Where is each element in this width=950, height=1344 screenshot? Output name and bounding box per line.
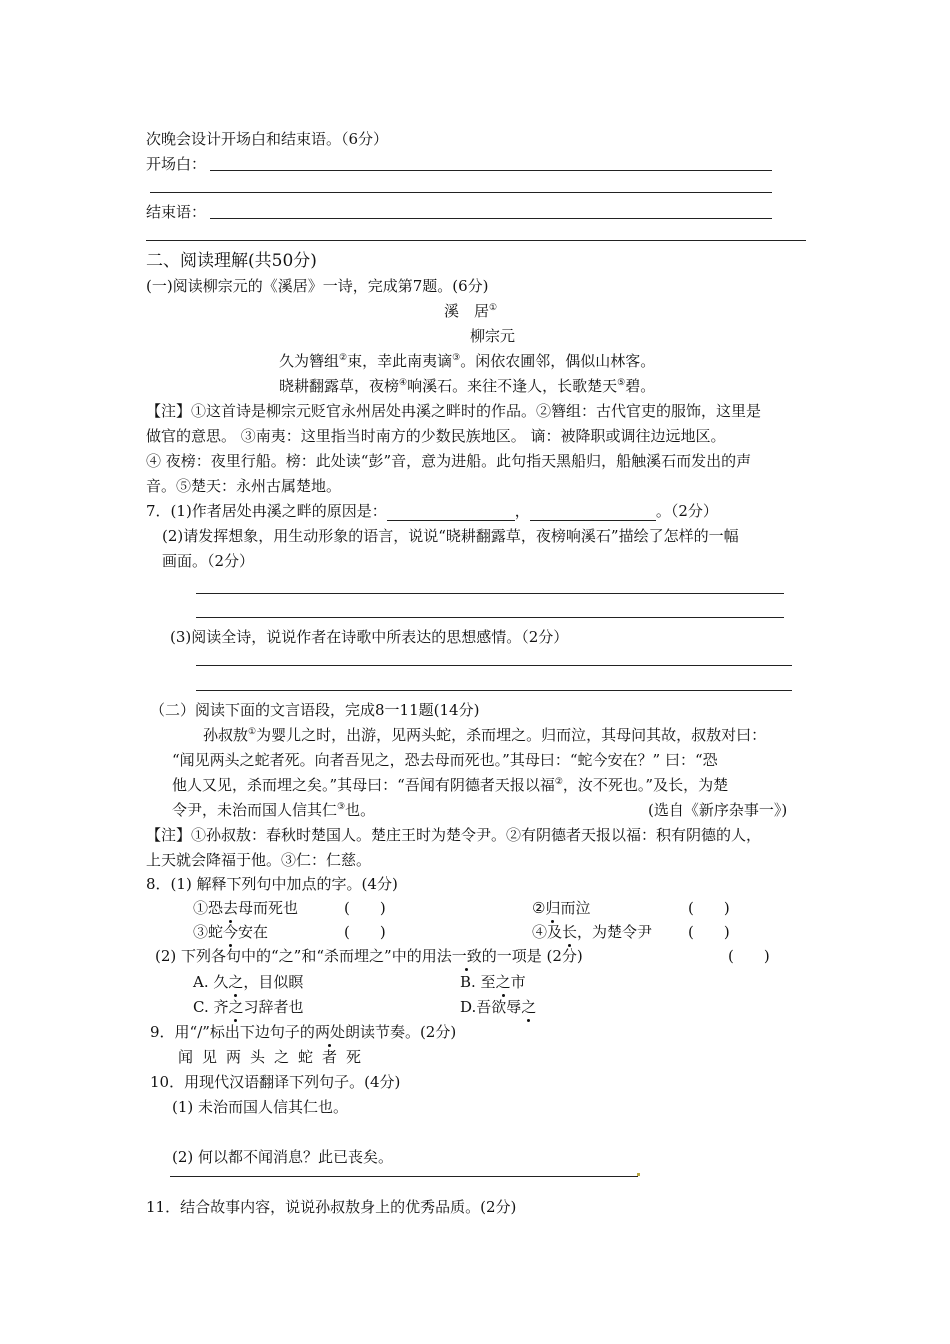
poem-note-line: 【注】①这首诗是柳宗元贬官永州居处冉溪之畔时的作品。②簪组：古代官吏的服饰，这里是 <box>146 402 762 420</box>
poem-note-line: 做官的意思。 ③南夷：这里指当时南方的少数民族地区。 谪：被降职或调往边远地区。 <box>146 427 726 445</box>
q8-option-c[interactable]: C. 齐之习辞者也 <box>193 998 304 1016</box>
closing-label: 结束语： <box>146 203 207 221</box>
poem-line-1: 久为簪组②束，幸此南夷谪③。闲依农圃邻，偶似山林客。 <box>279 352 656 370</box>
q8-item-1: ①恐去母而死也 <box>193 899 299 917</box>
opening-label: 开场白： <box>146 155 207 173</box>
q8-part2: (2) 下列各句中的“之”和“杀而埋之”中的用法一致的一项是 (2分) <box>155 947 583 965</box>
q11-title: 11．结合故事内容，说说孙叔敖身上的优秀品质。(2分) <box>146 1198 517 1216</box>
poem-note-line: 音。⑤楚天：永州古属楚地。 <box>146 477 342 495</box>
q7-blank-1[interactable] <box>387 504 515 521</box>
section2-title: 二、阅读理解(共50分) <box>146 251 317 271</box>
q7-answer-line[interactable] <box>196 690 792 691</box>
q7-answer-line[interactable] <box>196 617 784 618</box>
passage-note-line: 上天就会降福于他。③仁：仁慈。 <box>146 851 372 869</box>
q10-sentence-1: (1) 未治而国人信其仁也。 <box>172 1098 349 1116</box>
section-divider <box>146 240 806 241</box>
part1-title: (一)阅读柳宗元的《溪居》一诗，完成第7题。(6分) <box>146 277 489 295</box>
q8-item-2-answer[interactable]: ( ) <box>688 899 730 917</box>
q7-part2-line2: 画面。（2分） <box>162 552 255 570</box>
q8-title: 8．(1) 解释下列句中加点的字。(4分) <box>146 875 398 893</box>
q9-sentence[interactable]: 闻见两头之蛇者死 <box>178 1048 371 1066</box>
passage-line-4: 令尹，未治而国人信其仁③也。 <box>172 801 376 819</box>
q7-part2-line1: (2)请发挥想象，用生动形象的语言，说说“晓耕翻露草，夜榜响溪石”描绘了怎样的一幅 <box>162 527 739 545</box>
passage-source: (选自《新序杂事一》) <box>648 801 788 819</box>
poem-title: 溪 居① <box>444 302 498 320</box>
intro-text: 次晚会设计开场白和结束语。（6分） <box>146 130 389 148</box>
q8-item-3: ③蛇今安在 <box>193 923 269 941</box>
q9-title: 9．用“/”标出下边句子的两处朗读节奏。(2分) <box>150 1023 457 1041</box>
q7-part1: 7．(1)作者居处冉溪之畔的原因是： ， 。（2分） <box>146 502 718 520</box>
q10-sentence-2: (2) 何以都不闻消息？此已丧矣。 <box>172 1148 394 1166</box>
q10-answer-line[interactable] <box>170 1176 638 1177</box>
stray-mark <box>637 1173 640 1176</box>
passage-note-line: 【注】①孙叔敖：春秋时楚国人。楚庄王时为楚令尹。②有阴德者天报以福：积有阴德的人， <box>146 826 762 844</box>
poem-note-line: ④ 夜榜：夜里行船。榜：此处读“彭”音，意为进船。此句指天黑船归，船触溪石而发出的声 <box>146 452 752 470</box>
q8-item-1-answer[interactable]: ( ) <box>344 899 386 917</box>
poem-author: 柳宗元 <box>470 327 516 345</box>
q7-answer-line[interactable] <box>196 665 792 666</box>
poem-line-2: 晓耕翻露草，夜榜④响溪石。来往不逢人，长歌楚天⑤碧。 <box>279 377 656 395</box>
q8-option-d[interactable]: D.吾欲辱之 <box>460 998 537 1016</box>
passage-line-1: 孙叔敖①为婴儿之时，出游，见两头蛇，杀而埋之。归而泣，其母问其故，叔敖对曰： <box>203 726 767 744</box>
q7-blank-2[interactable] <box>530 504 656 521</box>
q8-item-2: ②归而泣 <box>532 899 591 917</box>
q8-item-4: ④及长，为楚令尹 <box>532 923 653 941</box>
q7-part3: (3)阅读全诗，说说作者在诗歌中所表达的思想感情。（2分） <box>170 628 569 646</box>
opening-answer-line-2[interactable] <box>150 192 772 193</box>
q8-option-a[interactable]: A. 久之，目似瞑 <box>193 973 304 991</box>
closing-answer-line[interactable] <box>210 218 772 219</box>
q10-title: 10．用现代汉语翻译下列句子。(4分) <box>150 1073 401 1091</box>
q8-item-3-answer[interactable]: ( ) <box>344 923 386 941</box>
passage-line-2: “闻见两头之蛇者死。向者吾见之，恐去母而死也。”其母曰：“蛇今安在？” 曰：“恐 <box>172 751 718 769</box>
part2-title: （二）阅读下面的文言语段，完成8一11题(14分) <box>150 701 480 719</box>
passage-line-3: 他人又见，杀而埋之矣。”其母曰：“吾闻有阴德者天报以福②，汝不死也。”及长，为楚 <box>172 776 729 794</box>
q8-option-b[interactable]: B. 至之市 <box>460 973 526 991</box>
q8-item-4-answer[interactable]: ( ) <box>688 923 730 941</box>
opening-answer-line[interactable] <box>210 170 772 171</box>
q8-part2-answer[interactable]: ( ) <box>728 947 770 965</box>
q7-answer-line[interactable] <box>196 593 784 594</box>
